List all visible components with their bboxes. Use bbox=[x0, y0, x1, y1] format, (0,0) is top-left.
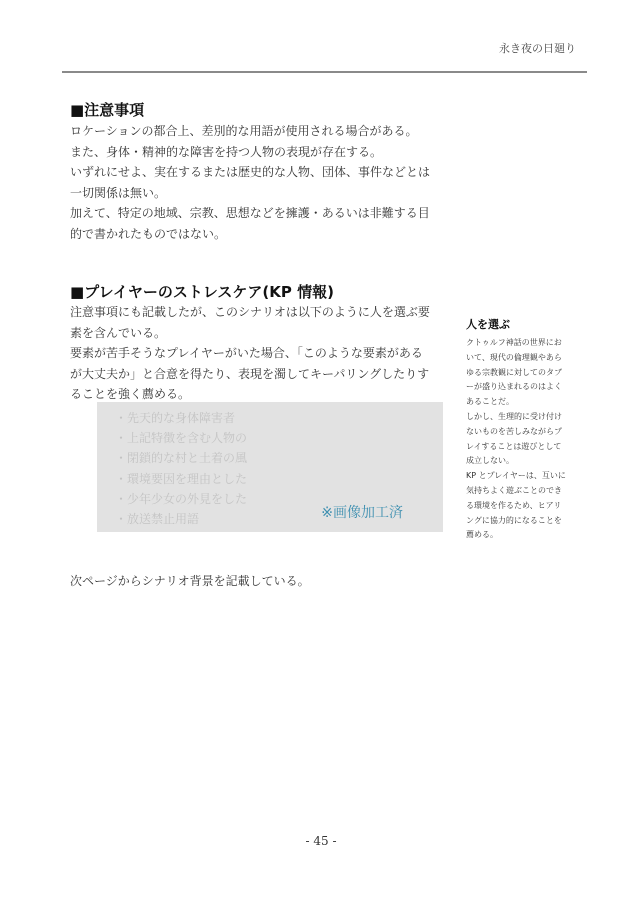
censored-item: ・先天的な身体障害者 bbox=[115, 411, 236, 425]
stress-care-line: 要素が苦手そうなプレイヤーがいた場合、「このような要素がある bbox=[70, 346, 423, 360]
sidebar-line: 薦める。 bbox=[466, 530, 498, 540]
censored-item: ・放送禁止用語 bbox=[115, 512, 200, 527]
sidebar-line: ングに協力的になることを bbox=[466, 515, 562, 525]
notes-line: 加えて、特定の地域、宗教、思想などを擁護・あるいは非難する目 bbox=[70, 206, 430, 220]
censored-item: ・少年少女の外見をした bbox=[115, 491, 248, 506]
notes-heading: ■注意事項 bbox=[70, 101, 145, 119]
stress-care-line: ることを強く薦める。 bbox=[70, 387, 191, 401]
notes-line: また、身体・精神的な障害を持つ人物の表現が存在する。 bbox=[70, 144, 383, 159]
header-rule bbox=[62, 71, 587, 73]
running-title: 永き夜の日廻り bbox=[499, 42, 576, 55]
notes-line: いずれにせよ、実在するまたは歴史的な人物、団体、事件などとは bbox=[70, 165, 431, 179]
sidebar-title: 人を選ぶ bbox=[466, 318, 510, 331]
censored-list bbox=[115, 408, 265, 529]
notes-body bbox=[70, 121, 442, 244]
stress-care-line: 素を含んでいる。 bbox=[70, 325, 167, 340]
sidebar-line: しかし、生理的に受け付け bbox=[466, 411, 562, 421]
censored-item: ・閉鎖的な村と土着の風 bbox=[115, 451, 248, 466]
stress-care-heading: ■プレイヤーのストレスケア(KP 情報) bbox=[70, 283, 334, 301]
sidebar-line: 気持ちよく遊ぶことのでき bbox=[466, 485, 562, 495]
censored-item: ・上記特徴を含む人物の bbox=[115, 431, 248, 446]
censored-list-box bbox=[97, 402, 443, 532]
page-number: - 45 - bbox=[305, 834, 337, 848]
notes-line: ロケーションの都合上、差別的な用語が使用される場合がある。 bbox=[70, 124, 418, 138]
sidebar-line: ーが盛り込まれるのはよく bbox=[466, 382, 562, 392]
stress-care-line: が大丈夫か」と合意を得たり、表現を濁してキーパリングしたりす bbox=[70, 366, 430, 381]
sidebar-line: KP とプレイヤーは、互いに bbox=[466, 471, 566, 481]
sidebar-line: る環境を作るため、ヒアリ bbox=[466, 500, 562, 510]
sidebar-line: クトゥルフ神話の世界にお bbox=[466, 338, 562, 347]
notes-line: 一切関係は無い。 bbox=[70, 185, 167, 200]
sidebar-line: あることだ。 bbox=[466, 397, 514, 407]
next-page-note: 次ページからシナリオ背景を記載している。 bbox=[70, 574, 310, 588]
censored-item: ・環境要因を理由とした bbox=[115, 471, 248, 486]
stress-care-body bbox=[70, 302, 442, 405]
sidebar-note bbox=[466, 316, 580, 543]
sidebar-line: レイすることは遊びとして bbox=[466, 441, 562, 451]
sidebar-line: ゆる宗教観に対してのタブ bbox=[466, 367, 562, 377]
sidebar-line: ないものを苦しみながらプ bbox=[466, 426, 562, 436]
stress-care-line: 注意事項にも記載したが、このシナリオは以下のように人を選ぶ要 bbox=[70, 305, 430, 319]
sidebar-line: 成立しない。 bbox=[466, 456, 514, 466]
notes-line: 的で書かれたものではない。 bbox=[70, 226, 227, 241]
censor-note: ※画像加工済 bbox=[321, 505, 403, 521]
sidebar-line: いて、現代の倫理観やあら bbox=[466, 352, 562, 362]
